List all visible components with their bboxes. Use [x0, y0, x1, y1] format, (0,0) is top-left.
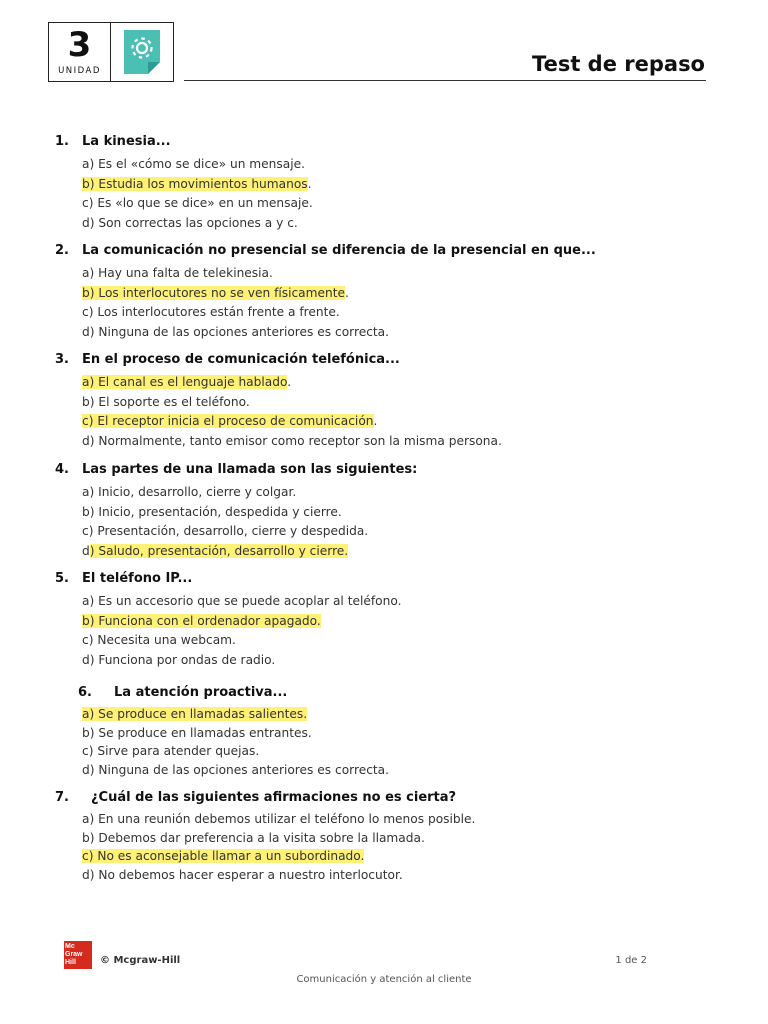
highlighted-answer-text: c) El receptor inicia el proceso de comunicación: [82, 414, 374, 428]
answer-text: a) Es el «cómo se dice» un mensaje.: [82, 157, 305, 171]
unit-box: [48, 22, 174, 82]
answer-text: c) Sirve para atender quejas.: [82, 744, 260, 758]
question-text: En el proceso de comunicación telefónica...: [82, 352, 400, 367]
question-number: 5.: [55, 571, 69, 586]
gear-page-icon: [111, 23, 173, 81]
page-number: 1 de 2: [615, 955, 647, 966]
question-title: [55, 790, 456, 805]
answer-option: [82, 157, 305, 171]
answer-option: [82, 763, 389, 777]
answer-option: [82, 544, 348, 558]
mcgraw-hill-logo: Mc Graw Hill: [64, 941, 92, 969]
answer-option: [82, 177, 312, 191]
answer-text: .: [345, 285, 349, 300]
answer-text: .: [307, 176, 312, 191]
answer-option: [82, 266, 273, 280]
answer-option: [82, 653, 275, 667]
page-title: Test de repaso: [532, 52, 705, 76]
question-title: [78, 685, 287, 700]
question-text: La kinesia...: [82, 134, 171, 149]
answer-text: b) Se produce en llamadas entrantes.: [82, 725, 312, 740]
answer-option: [82, 812, 475, 826]
question-text: El teléfono IP...: [82, 571, 193, 586]
question-number: 6.: [78, 685, 92, 700]
question-title: [55, 462, 417, 477]
question-number: 7.: [55, 790, 69, 805]
unit-number-cell: [49, 23, 111, 81]
highlighted-answer-text: ) Saludo, presentación, desarrollo y cierre.: [89, 543, 349, 558]
answer-option: [82, 305, 340, 319]
answer-text: d) Normalmente, tanto emisor como receptor son la misma persona.: [82, 433, 502, 448]
answer-option: [82, 286, 349, 300]
highlighted-answer-text: a) El canal es el lenguaje hablado: [82, 375, 288, 389]
answer-option: [82, 434, 502, 448]
answer-option: [82, 485, 296, 499]
highlighted-answer-text: c) No es aconsejable llamar a un subordinado.: [82, 849, 365, 863]
answer-text: c) Necesita una webcam.: [82, 633, 236, 647]
answer-text: a) Es un accesorio que se puede acoplar al teléfono.: [82, 594, 402, 608]
question-number: 4.: [55, 462, 69, 477]
answer-text: c) Los interlocutores están frente a frente.: [82, 305, 340, 319]
answer-option: [82, 707, 307, 721]
answer-option: [82, 325, 389, 339]
answer-option: [82, 375, 291, 389]
answer-option: [82, 505, 342, 519]
question-text: ¿Cuál de las siguientes afirmaciones no es cierta?: [91, 790, 457, 805]
question-text: La comunicación no presencial se diferencia de la presencial en que...: [82, 243, 596, 258]
answer-text: a) En una reunión debemos utilizar el teléfono lo menos posible.: [82, 812, 476, 826]
answer-text: .: [287, 375, 292, 389]
question-text: La atención proactiva...: [114, 685, 288, 700]
question-number: 2.: [55, 243, 69, 258]
question-number: 3.: [55, 352, 69, 367]
unit-number: 3: [67, 25, 92, 65]
answer-option: [82, 594, 401, 608]
answer-option: [82, 868, 403, 882]
title-divider: [184, 80, 706, 81]
question-title: [55, 571, 192, 586]
answer-option: [82, 614, 321, 628]
question-text: Las partes de una llamada son las siguientes:: [82, 462, 418, 477]
question-number: 1.: [55, 134, 69, 149]
highlighted-answer-text: b) Los interlocutores no se ven físicamente: [82, 285, 346, 300]
footer-copyright: © Mcgraw-Hill: [100, 955, 181, 966]
answer-text: d: [82, 543, 90, 558]
answer-option: [82, 849, 364, 863]
highlighted-answer-text: a) Se produce en llamadas salientes.: [82, 707, 308, 721]
question-title: [55, 134, 171, 149]
answer-option: [82, 414, 377, 428]
question-title: [55, 352, 400, 367]
answer-option: [82, 831, 425, 845]
answer-text: b) Debemos dar preferencia a la visita sobre la llamada.: [82, 830, 425, 845]
answer-option: [82, 196, 313, 210]
answer-text: b) El soporte es el teléfono.: [82, 394, 250, 409]
answer-text: c) Es «lo que se dice» en un mensaje.: [82, 196, 313, 210]
question-title: [55, 243, 596, 258]
answer-text: a) Hay una falta de telekinesia.: [82, 266, 273, 280]
answer-option: [82, 633, 236, 647]
answer-text: b) Inicio, presentación, despedida y cierre.: [82, 504, 342, 519]
answer-text: c) Presentación, desarrollo, cierre y despedida.: [82, 524, 369, 538]
footer-subject: Comunicación y atención al cliente: [296, 974, 472, 985]
answer-text: d) Ninguna de las opciones anteriores es correcta.: [82, 762, 390, 777]
answer-option: [82, 216, 298, 230]
highlighted-answer-text: b) Estudia los movimientos humanos: [82, 176, 308, 191]
answer-text: a) Inicio, desarrollo, cierre y colgar.: [82, 485, 297, 499]
answer-option: [82, 744, 259, 758]
answer-text: d) Ninguna de las opciones anteriores es correcta.: [82, 324, 390, 339]
answer-text: d) Funciona por ondas de radio.: [82, 652, 276, 667]
answer-text: d) No debemos hacer esperar a nuestro interlocutor.: [82, 867, 403, 882]
highlighted-answer-text: b) Funciona con el ordenador apagado.: [82, 613, 321, 628]
answer-text: d) Son correctas las opciones a y c.: [82, 215, 298, 230]
answer-text: .: [373, 414, 378, 428]
unit-label: UNIDAD: [58, 66, 101, 76]
answer-option: [82, 524, 368, 538]
answer-option: [82, 726, 312, 740]
answer-option: [82, 395, 250, 409]
